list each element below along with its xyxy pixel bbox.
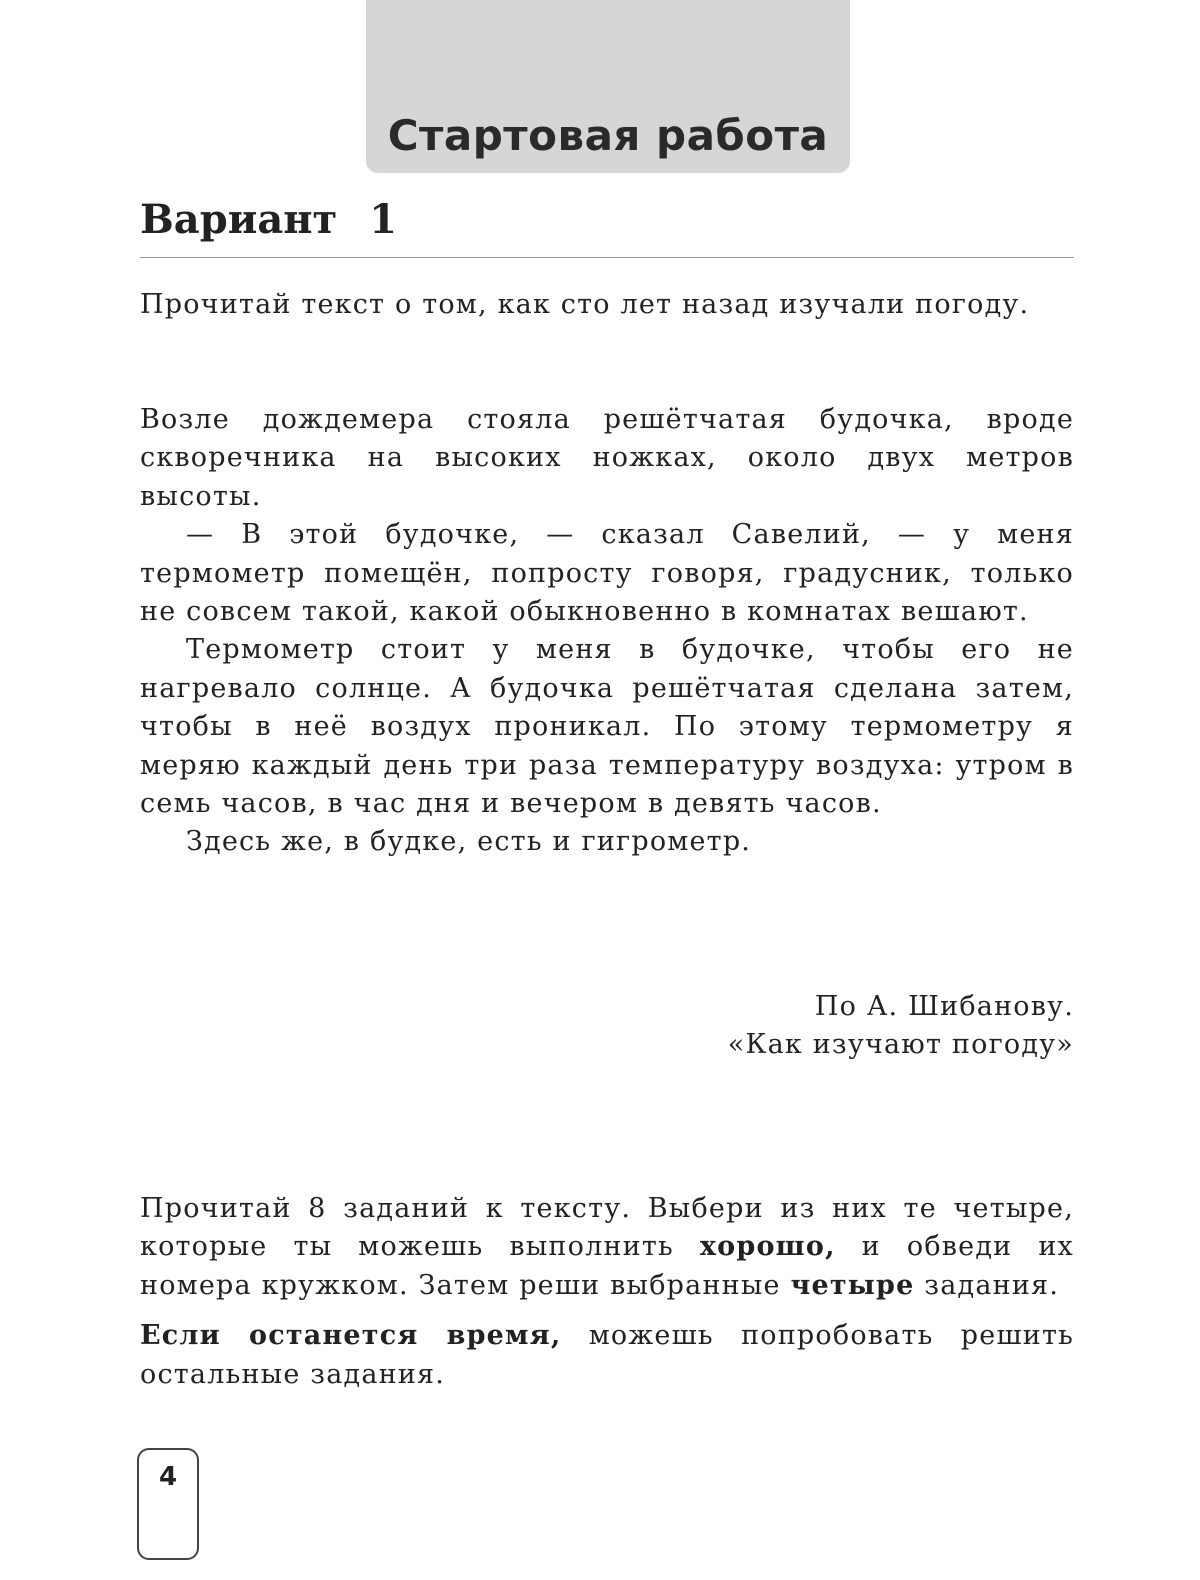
task-text: задания. [914, 1269, 1060, 1301]
task-paragraph [140, 1190, 1074, 1305]
task-text: можешь попробовать решить остальные задания. [140, 1320, 1074, 1390]
task-text: Прочитай 8 заданий к тексту. Выбери из них те четыре, которые ты можешь выполнить [140, 1193, 1074, 1263]
task-emphasis: четыре [790, 1269, 915, 1301]
task-emphasis: хорошо, [699, 1231, 836, 1263]
story-paragraph: Здесь же, в будке, есть и гигрометр. [186, 826, 752, 858]
story-text [140, 401, 1074, 862]
task-paragraph [140, 1317, 1074, 1394]
story-paragraph: — В этой будочке, — сказал Савелий, — у меня термометр помещён, попросту говоря, градусник, только не совсем такой, какой обыкновенно в комнатах вешают. [140, 519, 1074, 628]
divider [140, 257, 1074, 258]
task-text: и обведи их номера кружком. Затем реши выбранные [140, 1231, 1074, 1301]
source-author: По А. Шибанову. [814, 991, 1074, 1022]
task-instructions [140, 1190, 1074, 1394]
page-title: Стартовая работа [387, 111, 829, 160]
task-emphasis: Если останется время, [140, 1320, 562, 1352]
intro-text: Прочитай текст о том, как сто лет назад изучали погоду. [140, 289, 1030, 320]
story-paragraph: Термометр стоит у меня в будочке, чтобы его не нагревало солнце. А будочка решётчатая сделана затем, чтобы в неё воздух проникал. По этому термометру я меряю каждый день три раза температуру воздуха: утром в семь часов, в час дня и вечером в девять часов. [140, 634, 1074, 820]
intro-instruction [140, 286, 1074, 324]
source-book: «Как изучают погоду» [727, 1029, 1074, 1061]
story-paragraph: Возле дождемера стояла решётчатая будочка, вроде скворечника на высоких ножках, около двух метров высоты. [140, 404, 1074, 512]
title-tab [366, 0, 850, 173]
variant-heading: Вариант 1 [140, 196, 398, 243]
source-attribution [140, 988, 1074, 1065]
page-number: 4 [137, 1448, 199, 1560]
